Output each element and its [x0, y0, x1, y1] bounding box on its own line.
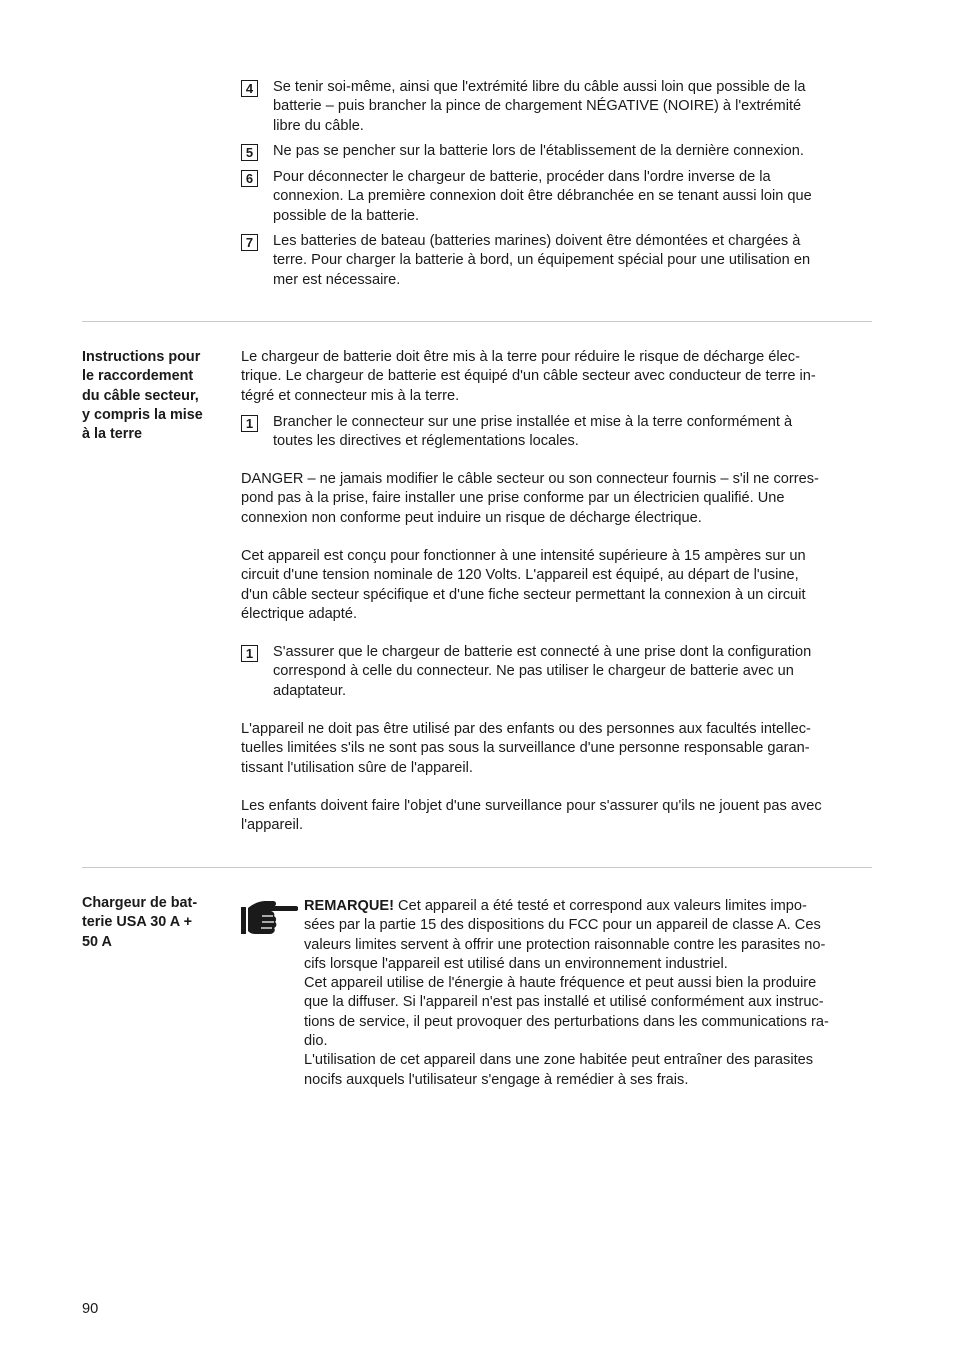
step-number: 5	[241, 144, 258, 161]
note-label: REMARQUE!	[304, 898, 394, 914]
pointing-hand-icon	[240, 898, 298, 936]
step-text: Les batteries de bateau (batteries marines) doivent être démontées et chargées à terre. Pour charger la batterie à bord, un équipement spécial pour une utilisation en mer est nécessaire.	[273, 233, 811, 288]
note-text: Cet appareil a été testé et correspond aux valeurs limites impo- sées par la partie 15 des dispositions du FCC pour un appareil de classe A. Ces valeurs limites servent à offrir une protection raisonnable contre les parasites no- cifs lorsque l'appareil est utilisé dans un environnement industriel. Cet appareil utilise de l'énergie à haute fréquence et peut aussi bien la produire que la diffuser. Si l'appareil n'est pas installé et utilisé conformément aux instruc- tions de service, il peut provoquer des perturbations dans les communications ra- dio. L'utilisation de cet appareil dans une zone habitée peut entraîner des parasites nocifs auxquels l'utilisateur s'engage à remédier à ses frais.	[304, 898, 829, 1088]
step-number: 7	[241, 234, 258, 251]
children-supervision-paragraph: Les enfants doivent faire l'objet d'une surveillance pour s'assurer qu'ils ne jouent pas avec l'appareil.	[241, 798, 822, 834]
danger-paragraph: DANGER – ne jamais modifier le câble secteur ou son connecteur fournis – s'il ne corres- pond pas à la prise, faire installer une prise conforme par un électricien qualifié. Une connexion non conforme peut induire un risque de décharge électrique.	[241, 471, 819, 526]
design-paragraph: Cet appareil est conçu pour fonctionner à une intensité supérieure à 15 ampères sur un circuit d'une tension nominale de 120 Volts. L'appareil est équipé, au départ de l'usine, d'un câble secteur spécifique et d'une fiche secteur permettant la connexion à un circuit électrique adapté.	[241, 548, 806, 622]
section-divider	[82, 321, 872, 322]
step-number: 1	[241, 645, 258, 662]
step-text: S'assurer que le chargeur de batterie est connecté à une prise dont la configuration correspond à celle du connecteur. Ne pas utiliser le chargeur de batterie avec un adaptateur.	[273, 644, 812, 699]
section-divider	[82, 867, 872, 868]
step-number: 4	[241, 80, 258, 97]
step-number: 6	[241, 170, 258, 187]
step-number: 1	[241, 415, 258, 432]
step-text: Ne pas se pencher sur la batterie lors de l'établissement de la dernière connexion.	[273, 143, 804, 159]
page-number: 90	[82, 1301, 99, 1317]
children-paragraph: L'appareil ne doit pas être utilisé par des enfants ou des personnes aux facultés intellec- tuelles limitées s'ils ne sont pas sous la surveillance d'une personne responsable garan- tissant l'utilisation sûre de l'appareil.	[241, 721, 811, 776]
grounding-intro: Le chargeur de batterie doit être mis à la terre pour réduire le risque de décharge élec- trique. Le chargeur de batterie est équipé d'un câble secteur avec conducteur de terre in- tégré et connecteur mis à la terre.	[241, 349, 816, 404]
note-box	[304, 897, 879, 1090]
section-heading-usa: Chargeur de bat- terie USA 30 A + 50 A	[82, 895, 198, 950]
step-text: Brancher le connecteur sur une prise installée et mise à la terre conformément à toutes les directives et réglementations locales.	[273, 414, 793, 450]
section-heading-grounding: Instructions pour le raccordement du câble secteur, y compris la mise à la terre	[82, 349, 203, 443]
step-text: Se tenir soi-même, ainsi que l'extrémité libre du câble aussi loin que possible de la batterie – puis brancher la pince de chargement NÉGATIVE (NOIRE) à l'extrémité libre du câble.	[273, 79, 806, 134]
step-text: Pour déconnecter le chargeur de batterie, procéder dans l'ordre inverse de la connexion. La première connexion doit être débranchée en se tenant aussi loin que possible de la batterie.	[273, 169, 812, 224]
